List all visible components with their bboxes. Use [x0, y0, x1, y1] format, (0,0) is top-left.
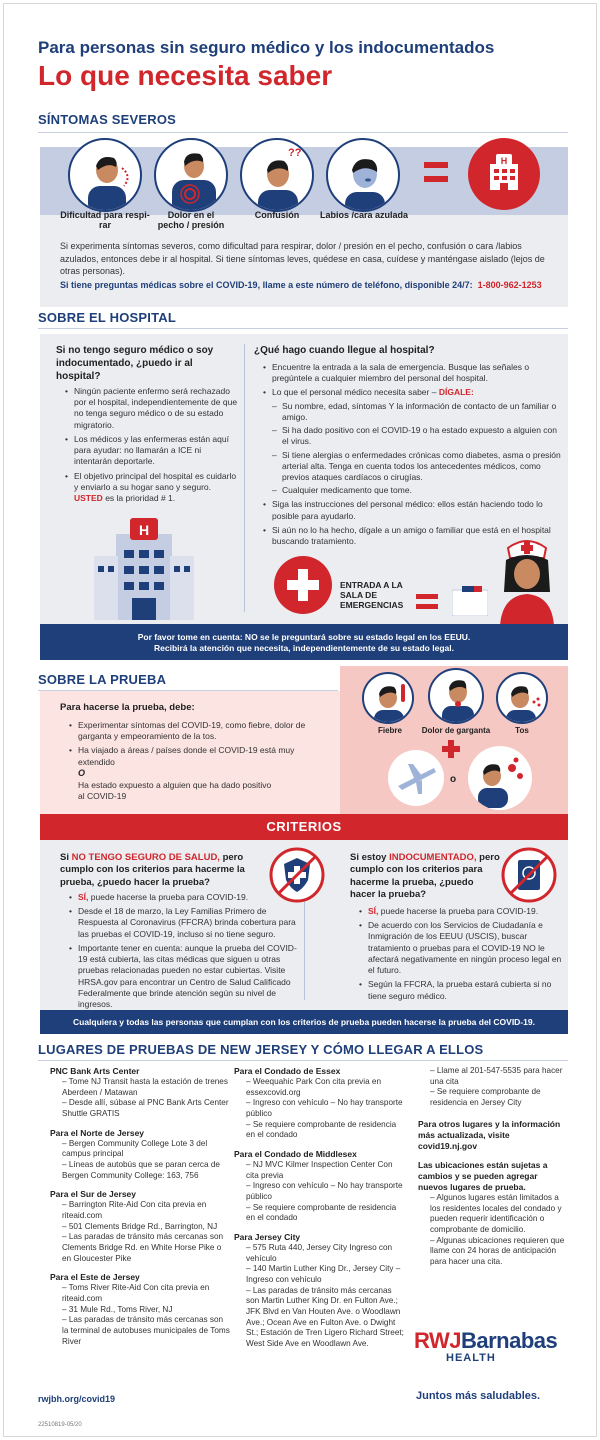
location-line: – 31 Mule Rd., Toms River, NJ — [62, 1304, 173, 1314]
question-text: pero cumplo con los criterios para hacerme la prueba, ¿puedo hacer la prueba? — [350, 852, 500, 901]
testing-heading: SOBRE LA PRUEBA — [38, 672, 167, 687]
criteria-right-list — [358, 906, 562, 1005]
icon-label: Fiebre — [377, 726, 402, 735]
list-item: • De acuerdo con los Servicios de Ciudadanía e Inmigración de los EEUU (USCIS), buscar tratamiento o pruebas para el COVID-19 NO le afectará negativamente en ningún proceso legal en el futuro. — [358, 920, 562, 976]
digale-highlight: DÍGALE: — [438, 387, 474, 398]
phone-text: Si tiene preguntas médicas sobre el COVID-19, llame a este número de teléfono, disponible 24/7: — [60, 280, 473, 290]
rwjbarnabas-logo — [414, 1330, 557, 1364]
symptom-label: Confusión — [254, 210, 300, 220]
location-title: Para Jersey City — [234, 1231, 301, 1242]
si-highlight: SÍ, — [78, 892, 89, 902]
location-block — [234, 1232, 406, 1350]
location-line: – Las paradas de tránsito más cercanas son Clements Bridge Rd. en White Horse Pike o en Gloucester Pike — [62, 1232, 224, 1263]
location-title: Para el Norte de Jersey — [50, 1127, 145, 1138]
list-item-text: puede hacerse la prueba para COVID-19. — [380, 906, 539, 916]
si-highlight: SÍ, — [368, 906, 379, 916]
svg-text:H: H — [500, 156, 508, 166]
logo-barnabas: Barnabas — [461, 1328, 558, 1353]
testing-list — [68, 720, 330, 771]
er-label: ENTRADA A LA SALA DE EMERGENCIAS — [340, 580, 404, 611]
usted-highlight: USTED — [74, 492, 103, 503]
location-line: – Barrington Rite-Aid Con cita previa en riteaid.com — [62, 1200, 207, 1221]
divider — [38, 132, 568, 133]
list-item: • Los médicos y las enfermeras están aquí para ayudar: no llamarán a ICE ni intentarán deportarle. — [64, 434, 239, 468]
symptoms-heading: SÍNTOMAS SEVEROS — [38, 112, 177, 127]
phone-number[interactable]: 1-800-962-1253 — [477, 280, 542, 290]
location-block — [50, 1272, 230, 1347]
list-item: • Siga las instrucciones del personal médico: ellos están haciendo todo lo posible para ayudarlo. — [262, 499, 562, 521]
location-title: Para el Condado de Essex — [234, 1066, 341, 1076]
equals-bar-bottom — [424, 176, 448, 182]
confusion-icon — [240, 138, 314, 212]
hospital-left-list — [64, 386, 239, 507]
sore-throat-icon — [428, 668, 484, 724]
location-line: – Weequahic Park Con cita previa en essexcovid.org — [246, 1077, 382, 1097]
criteria-right-question — [350, 852, 500, 901]
list-item: • Ha viajado a áreas / países donde el COVID-19 está muy extendido — [68, 745, 330, 767]
list-item: • Encuentre la entrada a la sala de emergencia. Busque las señales o pregúntele a cualquier miembro del personal del hospital. — [262, 362, 562, 384]
phone-line — [60, 280, 560, 290]
symptom-label: Dolor en el pecho / presión — [157, 210, 225, 231]
list-item: • Importante tener en cuenta: aunque la prueba del COVID-19 está cubierta, las citas médicas que siguen u otras pruebas relacionadas pueden no estar cubiertas. Visite HRSA.gov para encontrar un Centro de Salud Calificado Federalmente que brinde atención según su nivel de ingresos. — [68, 943, 298, 1010]
location-line: – 575 Ruta 440, Jersey City Ingreso con vehículo — [246, 1243, 393, 1263]
svg-text:??: ?? — [288, 147, 302, 159]
divider — [38, 1060, 568, 1061]
testing-subhead: Para hacerse la prueba, debe: — [60, 702, 195, 713]
other-locations-note: Para otros lugares y la información más actualizada, visite covid19.nj.gov — [418, 1118, 561, 1151]
hospital-building-icon — [94, 512, 194, 620]
list-item: • Ningún paciente enfermo será rechazado por el hospital, independientemente de que no tenga seguro médico o de su estado migratorio. — [64, 386, 239, 431]
criteria-banner: Cualquiera y todas las personas que cumplan con los criterios de prueba pueden hacerse la prueba del COVID-19. — [40, 1010, 568, 1034]
locations-heading: LUGARES DE PRUEBAS DE NEW JERSEY Y CÓMO LLEGAR A ELLOS — [38, 1042, 484, 1057]
sublist-item: – Si tiene alergias o enfermedades crónicas como diabetes, asma o presión arterial alta. Tenga en cuenta todos los antecedentes médicos, como previos ataques cardíacos o cirugías. — [272, 450, 562, 484]
list-item — [358, 906, 562, 917]
location-title: PNC Bank Arts Center — [50, 1066, 140, 1076]
criteria-heading: CRITERIOS — [40, 814, 568, 840]
location-line: – Bergen Community College Lote 3 del campus principal — [62, 1138, 208, 1159]
chest-pain-icon — [154, 138, 228, 212]
no-passport-icon — [500, 846, 558, 904]
fever-icon — [362, 672, 414, 724]
divider — [38, 328, 568, 329]
banner-line: Recibirá la atención que necesita, independientemente de su estado legal. — [154, 643, 454, 654]
question-text: pero cumplo con los criterios para hacerme la prueba, ¿puedo hacer la prueba? — [60, 852, 245, 888]
question-text: Si — [60, 852, 69, 863]
sublist-item: – Cualquier medicamento que tome. — [272, 485, 562, 496]
location-line: – NJ MVC Kilmer Inspection Center Con cita previa — [246, 1160, 393, 1180]
location-block — [50, 1189, 230, 1264]
sublist — [272, 401, 562, 497]
symptom-label: Labios /cara azulada — [319, 210, 409, 220]
logo-rwj: RWJ — [414, 1328, 461, 1353]
blue-lips-icon — [326, 138, 400, 212]
location-line: – Se requiere comprobante de residencia en Jersey City — [430, 1087, 541, 1107]
nurse-icon — [492, 534, 562, 626]
folder-icon — [452, 586, 488, 616]
location-title: Para el Este de Jersey — [50, 1272, 140, 1283]
banner-line: Por favor tome en cuenta: NO se le preguntará sobre su estado legal en los EEUU. — [137, 632, 471, 642]
hospital-heading: SOBRE EL HOSPITAL — [38, 310, 176, 325]
tagline: Juntos más saludables. — [416, 1390, 541, 1402]
location-line: – Llame al 201-547-5535 para hacer una cita — [430, 1066, 563, 1086]
sublist-item: – Su nombre, edad, síntomas Y la información de contacto de un familiar o amigo. — [272, 401, 562, 423]
criteria-left-list — [68, 892, 298, 1013]
equals-bar-top — [424, 162, 448, 168]
first-aid-icon — [274, 556, 332, 614]
location-line: – Ingreso con vehículo – No hay transporte público — [246, 1098, 403, 1119]
or-small: o — [450, 774, 457, 785]
icon-label: Dolor de garganta — [421, 726, 491, 735]
icon-label: Tos — [515, 726, 529, 735]
exposed-text: Ha estado expuesto a alguien que ha dado positivo al COVID-19 — [78, 780, 272, 802]
location-line: – Ingreso con vehículo – No hay transporte público — [246, 1181, 403, 1201]
symptoms-body: Si experimenta síntomas severos, como dificultad para respirar, dolor / presión en el pecho, confusión o cara /labios azulados, entonces debe ir al hospital. Si tiene síntomas leves, quédese en casa, cuídese y manténgase aislado (lejos de otras personas). — [60, 241, 545, 277]
locations-column-1 — [50, 1066, 230, 1347]
cough-icon — [496, 672, 548, 724]
footer-url[interactable]: rwjbh.org/covid19 — [38, 1394, 116, 1404]
location-line: – 501 Clements Bridge Rd., Barrington, NJ — [62, 1221, 218, 1231]
location-line: – Las paradas de tránsito más cercanas son la terminal de autobuses municipales de Toms River — [62, 1315, 230, 1346]
location-line: – Líneas de autobús que se paran cerca de Bergen Community College: 163, 756 — [62, 1160, 220, 1180]
location-title: Para el Sur de Jersey — [50, 1189, 137, 1200]
plus-icon — [442, 740, 460, 758]
exposure-icon — [468, 746, 532, 810]
document-code: 22510819-05/20 — [38, 1422, 82, 1428]
symptom-label: Dificultad para respi- rar — [60, 210, 150, 231]
location-block — [234, 1066, 406, 1141]
hospital-right-question: ¿Qué hago cuando llegue al hospital? — [254, 345, 435, 356]
list-item — [64, 471, 239, 505]
question-highlight: NO TENGO SEGURO DE SALUD, — [71, 852, 220, 863]
location-line: – Las paradas de tránsito más cercanas son Martin Luther King Dr. en Fulton Ave.; JFK Blvd en Van Houten Ave. o Woodlawn Ave.; Ocean Ave en Fulton Ave. o Dwight St.; Estación de Tren Ligero Richard Street; West Side Ave en Woodlawn Ave. — [246, 1285, 404, 1348]
locations-column-3 — [418, 1066, 568, 1268]
infographic-frame — [3, 3, 597, 1437]
locations-column-2 — [234, 1066, 406, 1350]
list-item-text: Lo que el personal médico necesita saber – — [272, 387, 437, 398]
legal-status-banner — [40, 624, 568, 660]
hospital-icon — [468, 138, 540, 210]
list-item-tail: es la prioridad # 1. — [105, 492, 176, 503]
location-line: – Se requiere comprobante de residencia en el condado — [246, 1119, 397, 1140]
location-block — [234, 1149, 406, 1224]
list-item-text: El objetivo principal del hospital es cuidarlo y enviarlo a su hogar sano y seguro. — [74, 470, 237, 492]
location-line: – Algunas ubicaciones requieren que llame con 24 horas de anticipación para hacer una cita. — [430, 1235, 565, 1266]
or-separator: O — [78, 768, 86, 778]
location-line: – Desde allí, súbase al PNC Bank Arts Center Shuttle GRATIS — [62, 1098, 229, 1119]
location-title: Para el Condado de Middlesex — [234, 1148, 357, 1159]
location-line: – Toms River Rite-Aid Con cita previa en riteaid.com — [62, 1283, 210, 1304]
breathing-icon — [68, 138, 142, 212]
list-item-text: puede hacerse la prueba para COVID-19. — [90, 892, 249, 902]
list-item: • Desde el 18 de marzo, la Ley Familias Primero de Respuesta al Coronavirus (FFCRA) brinda cobertura para las pruebas el COVID-19, incluso si no tiene seguro. — [68, 906, 298, 940]
location-line: – Se requiere comprobante de residencia en el condado — [246, 1202, 397, 1223]
location-line: – Tome NJ Transit hasta la estación de trenes Aberdeen / Matawan — [62, 1077, 228, 1097]
svg-text:H: H — [138, 522, 150, 538]
locations-change-note: Las ubicaciones están sujetas a cambios y se pueden agregar nuevos lugares de prueba. — [418, 1159, 548, 1192]
logo-health: HEALTH — [446, 1352, 496, 1364]
list-item — [262, 387, 562, 496]
list-item: • Según la FFCRA, la prueba estará cubierta si no tiene seguro médico. — [358, 979, 562, 1001]
location-line: – Algunos lugares están limitados a los residentes locales del condado y pueden requerir identificación o comprobante de domicilio. — [430, 1192, 562, 1234]
criteria-left-question — [60, 852, 260, 889]
location-line: – 140 Martin Luther King Dr., Jersey City – Ingreso con vehículo — [246, 1264, 401, 1284]
equals-bar-bottom — [416, 604, 438, 609]
question-highlight: INDOCUMENTADO, — [389, 852, 477, 863]
page-title: Lo que necesita saber — [38, 60, 333, 91]
airplane-icon — [388, 750, 444, 806]
hospital-left-question: Si no tengo seguro médico o soy indocumentado, ¿puedo ir al hospital? — [56, 345, 214, 382]
hospital-right-list — [262, 362, 562, 550]
location-block — [50, 1066, 230, 1120]
location-block — [50, 1128, 230, 1182]
question-text: Si estoy — [350, 852, 387, 863]
list-item: • Experimentar síntomas del COVID-19, como fiebre, dolor de garganta y empeoramiento de la tos. — [68, 720, 330, 742]
equals-bar-top — [416, 594, 438, 599]
sublist-item: – Si ha dado positivo con el COVID-19 o ha estado expuesto a alguien con el virus. — [272, 425, 562, 447]
list-item — [68, 892, 298, 903]
list-item: • Si aún no lo ha hecho, dígale a un amigo o familiar que está en el hospital buscando tratamiento. — [262, 525, 562, 547]
page-subtitle: Para personas sin seguro médico y los indocumentados — [38, 38, 495, 57]
column-divider — [244, 344, 245, 612]
